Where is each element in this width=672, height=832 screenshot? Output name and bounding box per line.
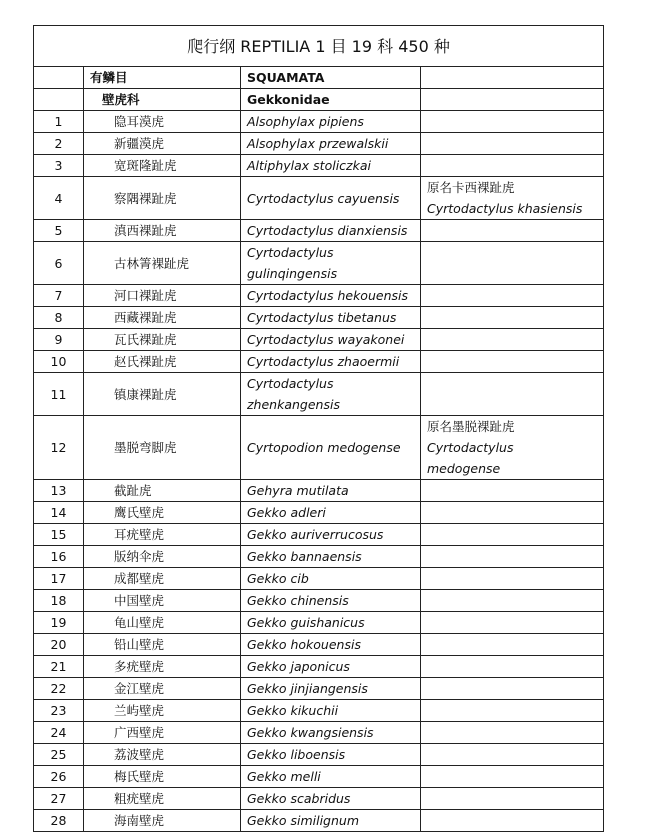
remark-cell xyxy=(421,502,604,524)
table-row xyxy=(34,351,604,373)
species-name-latin: Gekko jinjiangensis xyxy=(241,678,421,700)
table-row xyxy=(34,329,604,351)
table-row xyxy=(34,590,604,612)
row-number: 23 xyxy=(34,700,84,722)
remark-cell xyxy=(421,568,604,590)
row-number: 24 xyxy=(34,722,84,744)
species-name-cn: 河口裸趾虎 xyxy=(84,285,241,307)
species-name-latin: Altiphylax stoliczkai xyxy=(241,155,421,177)
species-name-cn: 金江壁虎 xyxy=(84,678,241,700)
species-name-latin: Gekko scabridus xyxy=(241,788,421,810)
row-number: 16 xyxy=(34,546,84,568)
remark-cell xyxy=(421,307,604,329)
species-name-latin: Gehyra mutilata xyxy=(241,480,421,502)
remark-cell xyxy=(421,678,604,700)
remark-cell xyxy=(421,416,604,480)
row-number: 17 xyxy=(34,568,84,590)
remark-cell xyxy=(421,524,604,546)
species-name-latin: Gekko auriverrucosus xyxy=(241,524,421,546)
species-name-latin-epithet: zhenkangensis xyxy=(247,397,340,412)
table-row xyxy=(34,307,604,329)
table-row xyxy=(34,220,604,242)
species-name-cn: 海南壁虎 xyxy=(84,810,241,832)
species-name-cn: 古林箐裸趾虎 xyxy=(84,242,241,285)
species-name-cn: 新疆漠虎 xyxy=(84,133,241,155)
row-number: 7 xyxy=(34,285,84,307)
row-number: 2 xyxy=(34,133,84,155)
species-name-latin: Gekko chinensis xyxy=(241,590,421,612)
row-number: 9 xyxy=(34,329,84,351)
order-name-latin: SQUAMATA xyxy=(241,67,421,89)
remark-cell xyxy=(421,546,604,568)
species-name-latin: Alsophylax przewalskii xyxy=(241,133,421,155)
species-name-cn: 兰屿壁虎 xyxy=(84,700,241,722)
row-number: 27 xyxy=(34,788,84,810)
remark-cell xyxy=(421,634,604,656)
species-name-latin: Cyrtodactylus dianxiensis xyxy=(241,220,421,242)
species-name-cn: 宽斑隆趾虎 xyxy=(84,155,241,177)
table-row xyxy=(34,634,604,656)
species-name-latin: Gekko japonicus xyxy=(241,656,421,678)
species-name-cn: 龟山壁虎 xyxy=(84,612,241,634)
species-name-cn: 多疣壁虎 xyxy=(84,656,241,678)
table-row xyxy=(34,373,604,416)
remark-cell xyxy=(421,612,604,634)
remark-former-name-latin: medogense xyxy=(427,461,501,476)
species-name-cn: 耳疣壁虎 xyxy=(84,524,241,546)
table-row xyxy=(34,788,604,810)
species-name-cn: 镇康裸趾虎 xyxy=(84,373,241,416)
row-number: 22 xyxy=(34,678,84,700)
species-name-latin xyxy=(241,242,421,285)
table-row xyxy=(34,656,604,678)
order-note-cell xyxy=(421,67,604,89)
species-table xyxy=(33,25,604,832)
species-name-cn: 赵氏裸趾虎 xyxy=(84,351,241,373)
family-name-latin: Gekkonidae xyxy=(241,89,421,111)
species-name-latin: Gekko kwangsiensis xyxy=(241,722,421,744)
row-number: 28 xyxy=(34,810,84,832)
row-number: 12 xyxy=(34,416,84,480)
remark-cell xyxy=(421,373,604,416)
remark-cell xyxy=(421,329,604,351)
species-name-cn: 广西壁虎 xyxy=(84,722,241,744)
species-name-cn: 隐耳漠虎 xyxy=(84,111,241,133)
row-number: 11 xyxy=(34,373,84,416)
remark-cell xyxy=(421,700,604,722)
species-name-latin: Cyrtodactylus hekouensis xyxy=(241,285,421,307)
row-number: 1 xyxy=(34,111,84,133)
row-number: 15 xyxy=(34,524,84,546)
order-name-cn: 有鳞目 xyxy=(84,67,241,89)
row-number: 26 xyxy=(34,766,84,788)
title-row xyxy=(34,26,604,67)
remark-cell xyxy=(421,590,604,612)
table-row xyxy=(34,810,604,832)
species-name-latin: Cyrtodactylus cayuensis xyxy=(241,177,421,220)
species-name-cn: 鹰氏壁虎 xyxy=(84,502,241,524)
remark-cell xyxy=(421,788,604,810)
remark-cell xyxy=(421,351,604,373)
family-name-cn: 壁虎科 xyxy=(84,89,241,111)
remark-former-name-genus: Cyrtodactylus xyxy=(427,440,514,455)
row-number: 4 xyxy=(34,177,84,220)
row-number: 6 xyxy=(34,242,84,285)
table-row xyxy=(34,766,604,788)
species-name-latin xyxy=(241,373,421,416)
table-row xyxy=(34,700,604,722)
table-row xyxy=(34,546,604,568)
remark-cell xyxy=(421,242,604,285)
species-name-latin-epithet: gulinqingensis xyxy=(247,266,338,281)
order-row xyxy=(34,67,604,89)
title-class-cn: 爬行纲 xyxy=(187,36,236,56)
table-row xyxy=(34,133,604,155)
species-name-cn: 粗疣壁虎 xyxy=(84,788,241,810)
species-name-cn: 梅氏壁虎 xyxy=(84,766,241,788)
row-number: 25 xyxy=(34,744,84,766)
species-name-cn: 滇西裸趾虎 xyxy=(84,220,241,242)
table-row xyxy=(34,744,604,766)
remark-cell xyxy=(421,133,604,155)
species-name-latin: Cyrtodactylus tibetanus xyxy=(241,307,421,329)
table-row xyxy=(34,678,604,700)
species-name-latin: Gekko cib xyxy=(241,568,421,590)
table-row xyxy=(34,242,604,285)
order-num-cell xyxy=(34,67,84,89)
family-note-cell xyxy=(421,89,604,111)
species-name-cn: 荔波壁虎 xyxy=(84,744,241,766)
table-row xyxy=(34,416,604,480)
family-row xyxy=(34,89,604,111)
table-row xyxy=(34,111,604,133)
remark-former-name-latin: Cyrtodactylus khasiensis xyxy=(427,201,583,216)
species-name-cn: 察隅裸趾虎 xyxy=(84,177,241,220)
table-row xyxy=(34,524,604,546)
table-title xyxy=(34,26,604,67)
title-summary: REPTILIA 1 目 19 科 450 种 xyxy=(240,36,450,56)
remark-cell xyxy=(421,155,604,177)
species-name-latin: Alsophylax pipiens xyxy=(241,111,421,133)
remark-cell xyxy=(421,722,604,744)
species-name-cn: 铅山壁虎 xyxy=(84,634,241,656)
species-name-latin: Gekko bannaensis xyxy=(241,546,421,568)
species-name-latin: Cyrtodactylus zhaoermii xyxy=(241,351,421,373)
species-name-cn: 墨脱弯脚虎 xyxy=(84,416,241,480)
species-name-latin: Gekko kikuchii xyxy=(241,700,421,722)
table-row xyxy=(34,612,604,634)
remark-cell xyxy=(421,285,604,307)
species-name-latin: Gekko hokouensis xyxy=(241,634,421,656)
table-row xyxy=(34,285,604,307)
species-name-cn: 中国壁虎 xyxy=(84,590,241,612)
row-number: 14 xyxy=(34,502,84,524)
table-row xyxy=(34,480,604,502)
table-row xyxy=(34,568,604,590)
species-name-latin: Gekko liboensis xyxy=(241,744,421,766)
remark-cell xyxy=(421,766,604,788)
species-name-cn: 版纳伞虎 xyxy=(84,546,241,568)
row-number: 13 xyxy=(34,480,84,502)
row-number: 19 xyxy=(34,612,84,634)
remark-cell xyxy=(421,744,604,766)
remark-cell xyxy=(421,177,604,220)
table-row xyxy=(34,722,604,744)
species-name-latin: Cyrtodactylus wayakonei xyxy=(241,329,421,351)
row-number: 10 xyxy=(34,351,84,373)
row-number: 18 xyxy=(34,590,84,612)
remark-cell xyxy=(421,810,604,832)
row-number: 21 xyxy=(34,656,84,678)
remark-cell xyxy=(421,656,604,678)
row-number: 20 xyxy=(34,634,84,656)
row-number: 3 xyxy=(34,155,84,177)
table-row xyxy=(34,155,604,177)
species-name-latin: Cyrtopodion medogense xyxy=(241,416,421,480)
species-name-latin: Gekko adleri xyxy=(241,502,421,524)
species-name-latin: Gekko similignum xyxy=(241,810,421,832)
species-name-latin-genus: Cyrtodactylus xyxy=(247,376,334,391)
remark-former-name-cn: 原名墨脱裸趾虎 xyxy=(427,419,515,434)
remark-cell xyxy=(421,480,604,502)
remark-former-name-cn: 原名卡西裸趾虎 xyxy=(427,180,515,195)
species-name-latin: Gekko melli xyxy=(241,766,421,788)
remark-cell xyxy=(421,111,604,133)
row-number: 5 xyxy=(34,220,84,242)
remark-cell xyxy=(421,220,604,242)
table-row xyxy=(34,177,604,220)
species-table-body xyxy=(34,26,604,832)
species-name-cn: 截趾虎 xyxy=(84,480,241,502)
species-name-cn: 西藏裸趾虎 xyxy=(84,307,241,329)
family-num-cell xyxy=(34,89,84,111)
species-name-latin: Gekko guishanicus xyxy=(241,612,421,634)
table-row xyxy=(34,502,604,524)
row-number: 8 xyxy=(34,307,84,329)
species-name-cn: 成都壁虎 xyxy=(84,568,241,590)
species-name-cn: 瓦氏裸趾虎 xyxy=(84,329,241,351)
species-name-latin-genus: Cyrtodactylus xyxy=(247,245,334,260)
